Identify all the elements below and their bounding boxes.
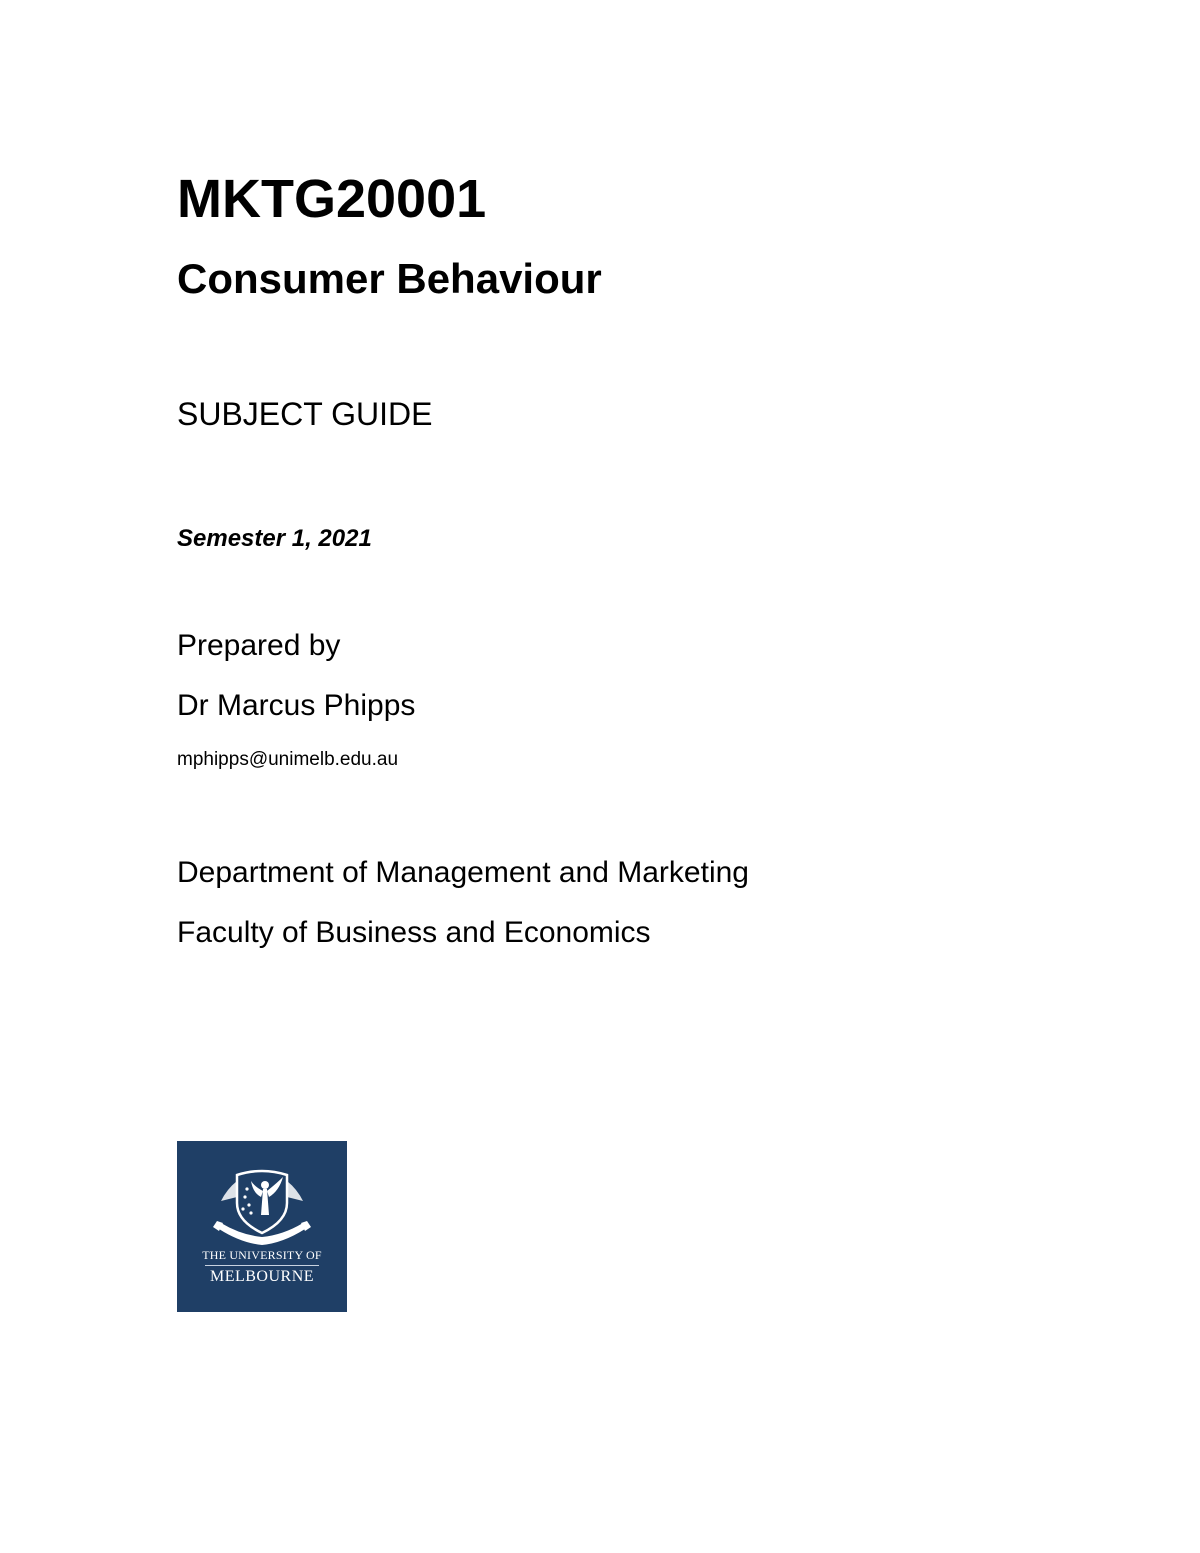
faculty-name: Faculty of Business and Economics	[177, 916, 651, 949]
semester: Semester 1, 2021	[177, 525, 372, 552]
logo-melbourne-line: MELBOURNE	[209, 1268, 315, 1285]
document-type: SUBJECT GUIDE	[177, 396, 433, 432]
logo-university-line: THE UNIVERSITY OF	[202, 1248, 322, 1262]
logo-divider	[205, 1265, 319, 1266]
author-email: mphipps@unimelb.edu.au	[177, 749, 399, 770]
department-name: Department of Management and Marketing	[177, 856, 749, 889]
author-name: Dr Marcus Phipps	[177, 689, 416, 722]
course-code: MKTG20001	[177, 169, 487, 229]
university-logo	[177, 1141, 347, 1312]
course-title: Consumer Behaviour	[177, 255, 602, 302]
university-crest-icon	[177, 1141, 347, 1251]
prepared-by-label: Prepared by	[177, 629, 341, 662]
